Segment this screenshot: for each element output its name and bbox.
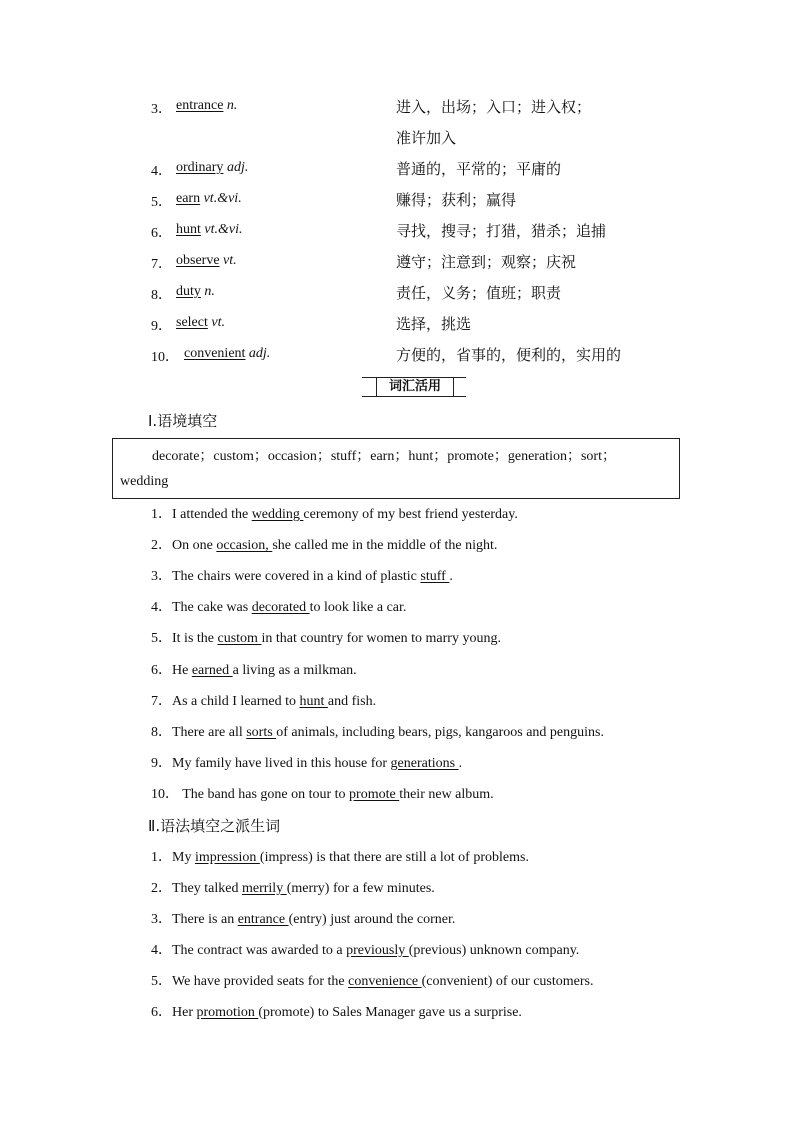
exercise-sentence [151,596,406,616]
answer-blank: promote [349,786,400,802]
exercise-sentence [151,877,435,897]
vocab-number: 3． [151,102,172,117]
sentence-number: 9． [151,755,172,771]
sentence-text-after: ceremony of my best friend yesterday. [303,507,518,522]
sentence-text-after: a living as a milkman. [232,662,357,678]
sentence-text-after: of animals, including bears, pigs, kangaroos and penguins. [276,724,604,740]
sentence-number: 2． [151,538,172,554]
sentence-number: 2． [151,881,172,896]
answer-blank: stuff [420,569,450,585]
vocab-entry [176,98,237,114]
answer-blank: custom [217,631,262,647]
vocab-meaning: 责任，义务；值班；职责 [396,284,562,302]
vocab-entry [176,315,225,331]
sentence-text-before: As a child I learned to [172,693,300,709]
sentence-text-before: My family have lived in this house for [172,755,391,771]
vocab-number: 5． [151,195,172,210]
vocab-row [0,346,794,370]
sentence-text-after: . [449,569,453,585]
sentence-text-before: We have provided seats for the [172,974,349,989]
vocab-meaning: 选择，挑选 [396,315,472,333]
sentence-text-before: There are all [172,724,247,740]
answer-blank: merrily [241,881,287,896]
vocab-row [0,284,794,308]
vocab-part-of-speech: vt.&vi. [204,222,243,237]
sentence-text-before: Her [172,1005,197,1020]
word-bank-box [112,438,680,499]
sentence-text-after: (merry) for a few minutes. [286,881,435,896]
banner-label: 词汇活用 [376,377,454,397]
exercise-sentence [151,503,518,523]
answer-blank: impression [194,850,260,865]
sentence-text-before: The contract was awarded to a [172,943,347,958]
sentence-text-before: He [172,662,192,678]
sentence-text-after: to look like a car. [309,600,407,616]
word-bank-line-1: decorate；custom；occasion；stuff；earn；hunt；promote；generation；sort； [152,449,616,464]
vocab-row [0,315,794,339]
vocab-number: 10． [151,350,179,365]
vocab-word: duty [176,284,201,299]
vocab-entry [176,191,242,207]
vocab-row [0,222,794,246]
vocab-entry [184,346,270,362]
answer-blank: promotion [196,1005,259,1020]
vocab-row-continued [0,129,794,153]
answer-blank: hunt [299,693,328,709]
sentence-text-before: The chairs were covered in a kind of plastic [172,569,421,585]
vocab-word: hunt [176,222,201,237]
vocab-entry [176,160,248,176]
sentence-number: 5． [151,974,172,989]
vocab-number: 7． [151,257,172,272]
sentence-text-after: she called me in the middle of the night. [272,538,498,554]
sentence-text-before: The cake was [172,600,252,616]
sentence-text-after: in that country for women to marry young. [261,631,501,647]
vocab-part-of-speech: n. [204,284,215,299]
answer-blank: convenience [348,974,422,989]
sentence-number: 6． [151,1005,172,1020]
sentence-number: 6． [151,662,172,678]
exercise-sentence [151,752,462,772]
vocab-number: 6． [151,226,172,241]
vocab-meaning: 普通的，平常的；平庸的 [396,160,562,178]
sentence-number: 4． [151,600,172,616]
sentence-text-after: (previous) unknown company. [408,943,580,958]
vocab-meaning: 方便的，省事的，便利的，实用的 [396,346,622,364]
vocab-number: 4． [151,164,172,179]
sentence-number: 4． [151,943,172,958]
vocab-meaning-continued: 准许加入 [396,129,457,147]
vocab-entry [176,284,215,300]
sentence-number: 3． [151,569,172,585]
vocab-part-of-speech: adj. [248,346,271,361]
exercise-sentence [151,970,593,990]
sentence-text-before: They talked [172,881,242,896]
sentence-text-before: On one [172,538,217,554]
sentence-text-before: My [172,850,195,865]
answer-blank: decorated [251,600,310,616]
exercise-sentence [151,721,604,741]
sentence-number: 1． [151,507,172,522]
vocab-row [0,98,794,122]
sentence-number: 1． [151,850,172,865]
answer-blank: earned [191,662,233,678]
sentence-text-before: The band has gone on tour to [179,786,350,802]
answer-blank: occasion, [216,538,273,554]
answer-blank: previously [346,943,409,958]
vocab-part-of-speech: vt.&vi. [203,191,242,206]
exercise-sentence [151,846,529,866]
vocab-word: ordinary [176,160,224,175]
exercise-sentence [151,939,579,959]
answer-blank: generations [390,755,459,771]
vocab-meaning: 赚得；获利；赢得 [396,191,517,209]
sentence-text-after: . [458,755,463,771]
exercise-sentence [151,783,494,803]
sentence-number: 3． [151,912,172,927]
sentence-text-after: (promote) to Sales Manager gave us a surprise. [258,1005,522,1020]
section-banner [362,377,466,397]
sentence-text-after: (entry) just around the corner. [288,912,456,927]
sentence-text-after: (convenient) of our customers. [421,974,594,989]
exercise-sentence [151,565,453,585]
word-bank-line-2: wedding [120,474,169,489]
vocab-meaning: 寻找，搜寻；打猎，猎杀；追捕 [396,222,607,240]
vocab-word: select [176,315,208,330]
sentence-text-after: (impress) is that there are still a lot of problems. [259,850,529,865]
sentence-number: 10． [151,786,179,802]
vocab-number: 8． [151,288,172,303]
vocab-row [0,191,794,215]
exercise-sentence [151,908,455,928]
sentence-text-after: and fish. [327,693,377,709]
vocab-row [0,160,794,184]
vocab-entry [176,253,237,269]
sentence-text-before: There is an [172,912,238,927]
exercise-sentence [151,659,357,679]
vocab-number: 9． [151,319,172,334]
sentence-text-before: It is the [172,631,218,647]
vocab-word: convenient [184,346,246,361]
vocab-meaning: 进入，出场；入口；进入权； [396,98,592,116]
vocab-part-of-speech: adj. [226,160,249,175]
exercise-sentence [151,627,501,647]
vocab-row [0,253,794,277]
exercise-sentence [151,534,497,554]
answer-blank: sorts [246,724,277,740]
vocab-part-of-speech: vt. [211,315,225,330]
vocab-word: entrance [176,98,224,113]
sentence-number: 8． [151,724,172,740]
vocab-word: earn [176,191,201,206]
vocab-meaning: 遵守；注意到；观察；庆祝 [396,253,577,271]
vocab-word: observe [176,253,220,268]
vocab-part-of-speech: n. [226,98,238,113]
answer-blank: wedding [251,507,304,522]
sentence-text-after: their new album. [399,786,494,802]
vocab-part-of-speech: vt. [223,253,237,268]
exercise-sentence [151,690,376,710]
sentence-number: 5． [151,631,172,647]
answer-blank: entrance [237,912,289,927]
exercise-sentence [151,1001,522,1021]
section-title-context-fill: Ⅰ.语境填空 [148,412,218,430]
vocab-entry [176,222,243,238]
sentence-text-before: I attended the [172,507,252,522]
sentence-number: 7． [151,693,172,709]
section-title-derivatives: Ⅱ.语法填空之派生词 [148,817,281,835]
